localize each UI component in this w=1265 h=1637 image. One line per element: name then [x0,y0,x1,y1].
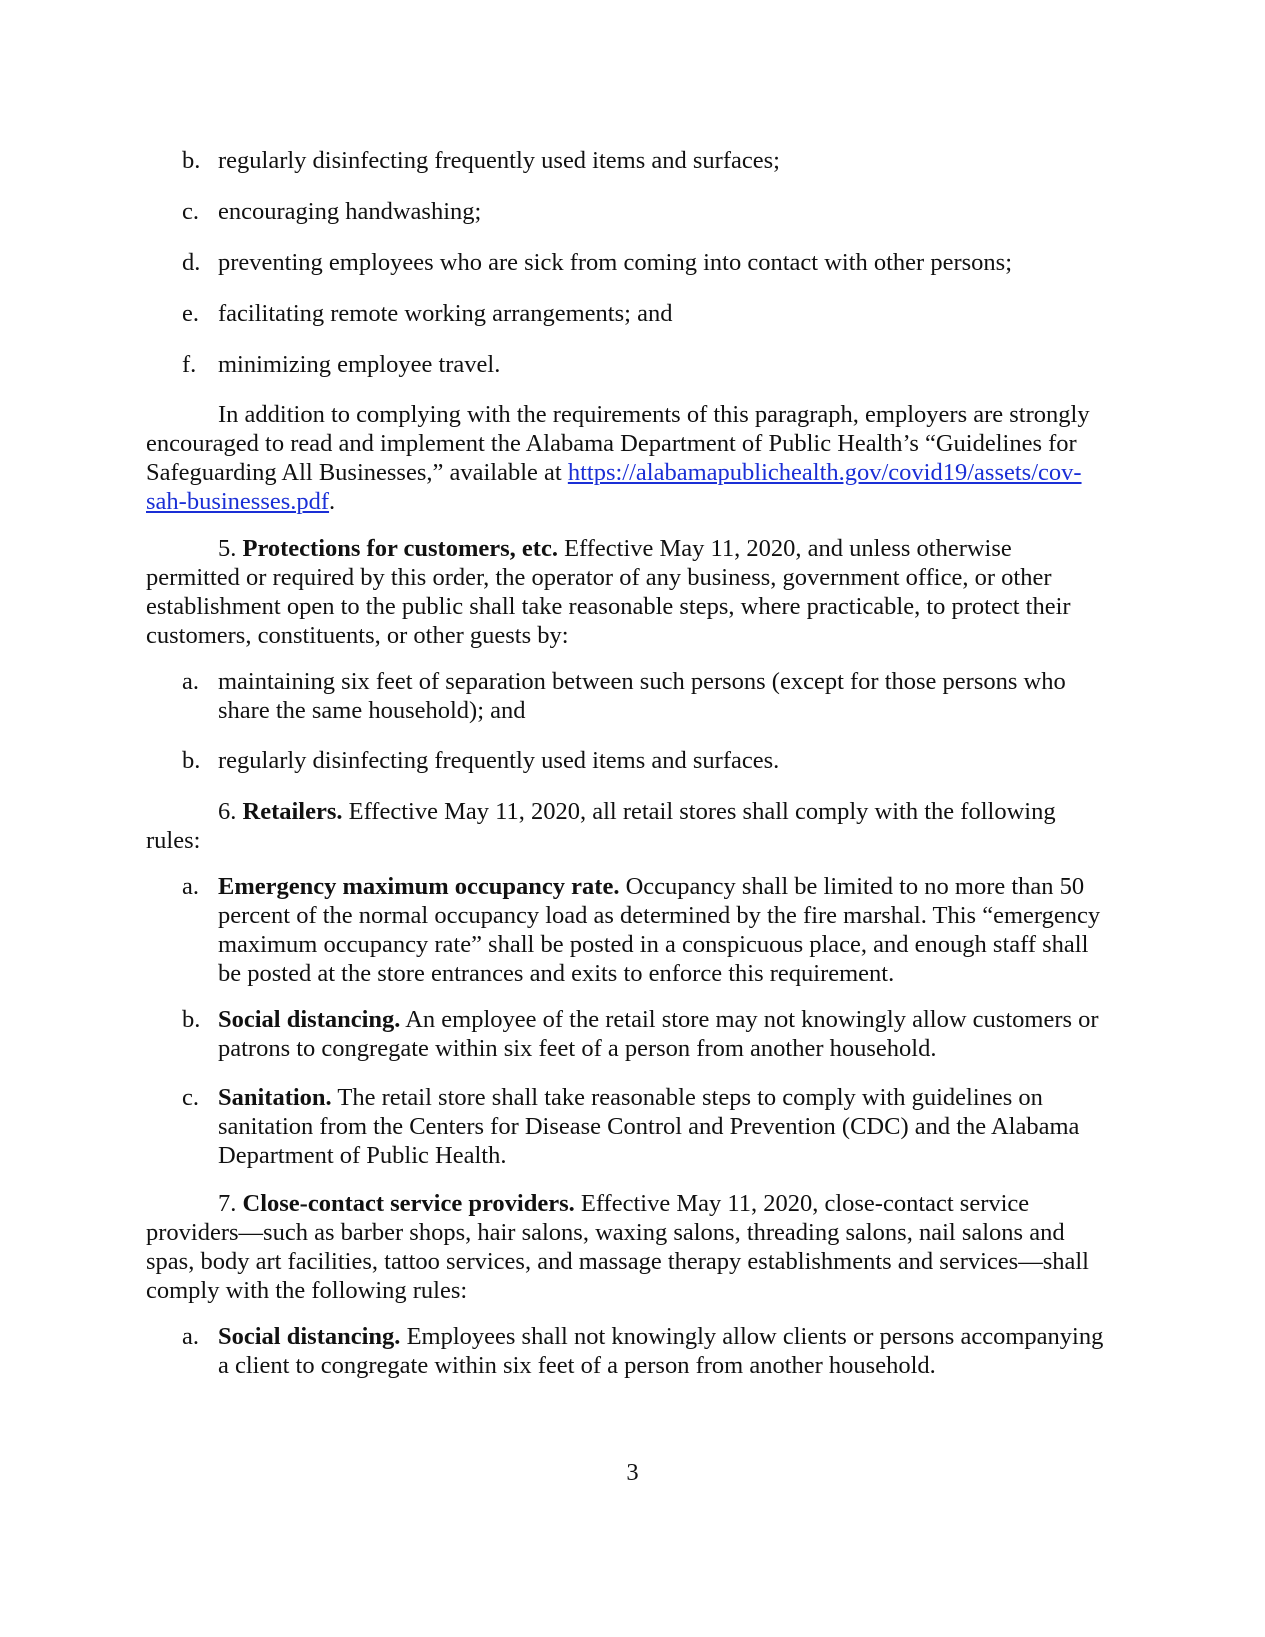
item-text: An employee of the retail store may not knowingly allow customers or patrons to congregate within six feet of a person from another household. [218,1006,1099,1062]
list-item-text: encouraging handwashing; [218,198,482,225]
paragraph-guidelines [146,400,1106,516]
item-text: Employees shall not knowingly allow clients or persons accompanying a client to congregate within six feet of a person from another household. [218,1323,1104,1379]
section-5 [146,534,1106,650]
list-marker: f. [182,351,197,378]
list-marker: e. [182,300,199,327]
list-item-text: regularly disinfecting frequently used items and surfaces; [218,147,780,174]
item-text: Occupancy shall be limited to no more than 50 percent of the normal occupancy load as determined by the fire marshal. This “emergency maximum occupancy rate” shall be posted in a conspicuous place, and enough staff shall be posted at the store entrances and exits to enforce this requirement. [218,873,1101,987]
section-7 [146,1189,1106,1305]
list-item [146,197,1106,226]
paragraph-text: In addition to complying with the requirements of this paragraph, employers are strongly encouraged to read and implement the Alabama Department of Public Health’s “Guidelines for Safeguarding All Businesses,” available at [146,401,1090,486]
item-heading: Social distancing. [218,1006,401,1033]
section-heading: Protections for customers, etc. [242,535,558,562]
list-marker: c. [182,1084,199,1111]
list-item-text [218,1083,1106,1170]
item-text: The retail store shall take reasonable steps to comply with guidelines on sanitation from the Centers for Disease Control and Prevention (CDC) and the Alabama Department of Public Health. [218,1084,1080,1169]
list-marker: a. [182,1323,199,1350]
list-item [146,299,1106,328]
list-item [146,350,1106,379]
section-text: Effective May 11, 2020, all retail stores shall comply with the following rules: [146,798,1056,854]
item-heading: Emergency maximum occupancy rate. [218,873,620,900]
list-marker: a. [182,668,199,695]
list-item-text: maintaining six feet of separation between such persons (except for those persons who share the same household); and [218,668,1066,724]
list-item-text [218,872,1106,988]
list-marker: b. [182,1006,201,1033]
section-heading: Close-contact service providers. [242,1190,575,1217]
list-item-text: facilitating remote working arrangements; and [218,300,673,327]
list-item-text: minimizing employee travel. [218,351,501,378]
list-marker: d. [182,249,201,276]
guidelines-link[interactable]: https://alabamapublichealth.gov/covid19/assets/cov-sah-businesses.pdf [146,459,1082,515]
list-item [146,872,1106,988]
list-item [146,746,1106,775]
list-item [146,146,1106,175]
section-heading: Retailers. [242,798,343,825]
section-text: Effective May 11, 2020, close-contact service providers—such as barber shops, hair salons, waxing salons, threading salons, nail salons and spas, body art facilities, tattoo services, and massage therapy establishments and services—shall comply with the following rules: [146,1190,1089,1304]
section-6 [146,797,1106,855]
list-item [146,1083,1106,1170]
page-number: 3 [626,1459,639,1486]
item-heading: Sanitation. [218,1084,332,1111]
list-item [146,1322,1106,1380]
section-number: 7. [218,1190,237,1217]
list-item-text: regularly disinfecting frequently used items and surfaces. [218,747,780,774]
paragraph-end: . [329,488,336,515]
section-number: 6. [218,798,237,825]
list-item-text [218,1005,1106,1063]
list-item [146,1005,1106,1063]
section-number: 5. [218,535,237,562]
section-text: Effective May 11, 2020, and unless otherwise permitted or required by this order, the operator of any business, government office, or other establishment open to the public shall take reasonable steps, where practicable, to protect their customers, constituents, or other guests by: [146,535,1071,649]
list-item-text [218,1322,1106,1380]
list-item-text: preventing employees who are sick from coming into contact with other persons; [218,249,1013,276]
list-marker: b. [182,147,201,174]
list-marker: a. [182,873,199,900]
list-marker: c. [182,198,199,225]
list-item [146,248,1106,277]
list-item [146,667,1106,725]
item-heading: Social distancing. [218,1323,401,1350]
list-marker: b. [182,747,201,774]
